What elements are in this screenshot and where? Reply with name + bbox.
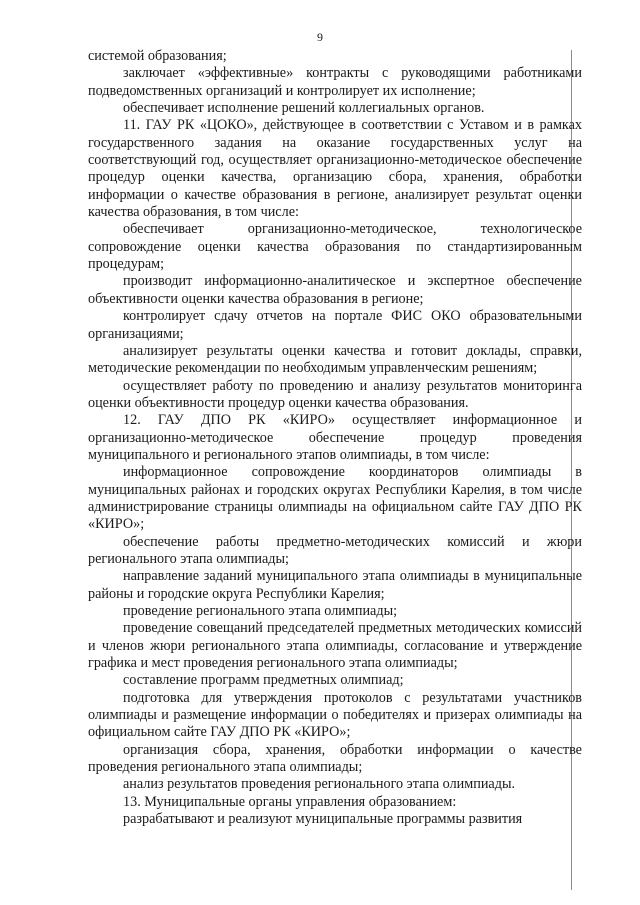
paragraph: информационное сопровождение координаторов олимпиады в муниципальных районах и городских округах Республики Карелия, в том числе администрирование страницы олимпиады на официальном сайте ГАУ ДПО РК «КИРО»; — [88, 464, 582, 533]
paragraph: контролирует сдачу отчетов на портале ФИС ОКО образовательными организациями; — [88, 308, 582, 342]
paragraph: разрабатывают и реализуют муниципальные программы развития — [123, 811, 523, 828]
paragraph: составление программ предметных олимпиад; — [123, 672, 404, 689]
paragraph: осуществляет работу по проведению и анализу результатов мониторинга оценки объективности процедур оценки качества образования. — [88, 377, 582, 411]
paragraph: организация сбора, хранения, обработки информации о качестве проведения регионального этапа олимпиады; — [88, 741, 582, 776]
page-number: 9 — [317, 30, 323, 44]
paragraph: производит информационно-аналитическое и экспертное обеспечение объективности оценки качества образования в регионе; — [88, 273, 582, 307]
numbered-clause-11: 11. ГАУ РК «ЦОКО», действующее в соответствии с Уставом и в рамках государственного задания на оказание государственных услуг на соответствующий год, осуществляет организационно-методическое обеспечение процедур оценки качества, организацию сбора, хранения, обработки информации о качестве образования в регионе, анализирует результат оценки качества образования, в том числе: — [88, 117, 582, 221]
paragraph: заключает «эффективные» контракты с руководящими работниками подведомственных организаций и контролирует их исполнение; — [88, 65, 582, 99]
document-body — [88, 48, 582, 828]
paragraph: обеспечение работы предметно-методических комиссий и жюри регионального этапа олимпиады; — [88, 533, 582, 567]
paragraph: подготовка для утверждения протоколов с результатами участников олимпиады и размещение информации о победителях и призерах олимпиады на официальном сайте ГАУ ДПО РК «КИРО»; — [88, 689, 582, 741]
numbered-clause-13: 13. Муниципальные органы управления образованием: — [123, 793, 457, 810]
numbered-clause-12: 12. ГАУ ДПО РК «КИРО» осуществляет информационное и организационно-методическое обеспечение процедур проведения муниципального и регионального этапов олимпиады, в том числе: — [88, 412, 582, 463]
paragraph: анализ результатов проведения регионального этапа олимпиады. — [123, 776, 516, 793]
paragraph: проведение совещаний председателей предметных методических комиссий и членов жюри регионального этапа олимпиады, согласование и утверждение графика и мест проведения регионального этапа олимпиады; — [88, 620, 582, 672]
paragraph: системой образования; — [88, 48, 227, 64]
paragraph: проведение регионального этапа олимпиады; — [123, 603, 398, 619]
paragraph: обеспечивает организационно-методическое, технологическое сопровождение оценки качества образования по стандартизированным процедурам; — [88, 221, 582, 273]
paragraph: направление заданий муниципального этапа олимпиады в муниципальные районы и городские округа Республики Карелия; — [88, 568, 582, 602]
paragraph: обеспечивает исполнение решений коллегиальных органов. — [123, 100, 485, 117]
paragraph: анализирует результаты оценки качества и готовит доклады, справки, методические рекомендации по необходимым управленческим решениям; — [88, 342, 582, 377]
